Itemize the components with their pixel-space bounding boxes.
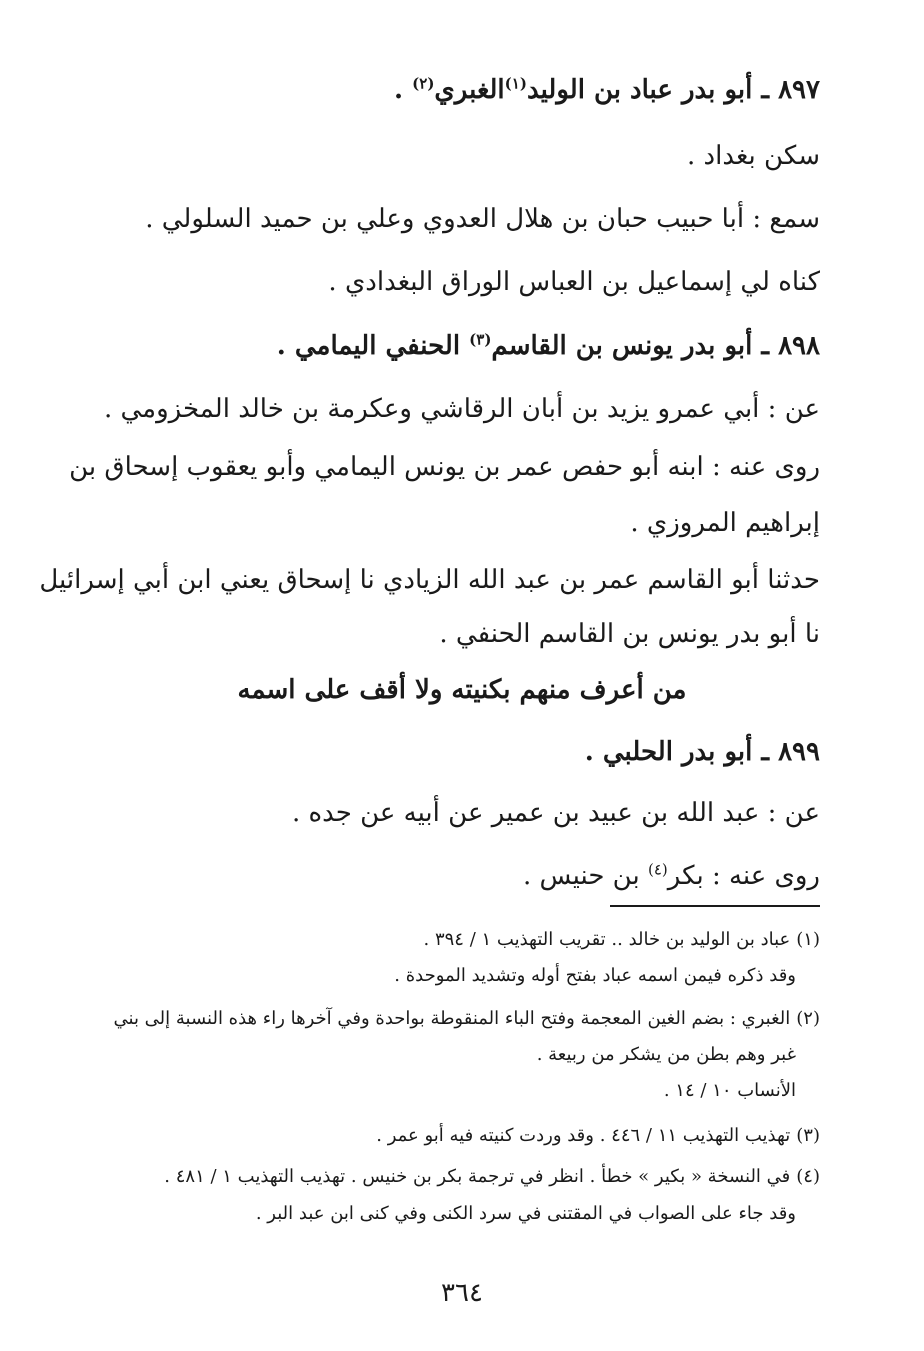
footnote-4: (٤)في النسخة « بكير » خطأ . انظر في ترجمة بكر بن خنيس . تهذيب التهذيب ١ / ٤٨١ . — [164, 1166, 820, 1187]
entry-name: أبو بدر الحلبي — [602, 737, 753, 767]
footnote-1-continued: وقد ذكره فيمن اسمه عباد بفتح أوله وتشديد الموحدة . — [394, 965, 796, 986]
footnote-1: (١)عباد بن الوليد بن خالد .. تقريب التهذيب ١ / ٣٩٤ . — [423, 929, 820, 950]
entry-heading-899: ٨٩٩ ـ أبو بدر الحلبي . — [584, 737, 820, 767]
entry-nisba: الغبري — [434, 75, 505, 105]
entry-line: نا أبو بدر يونس بن القاسم الحنفي . — [439, 619, 820, 649]
footnote-3: (٣)تهذيب التهذيب ١١ / ٤٤٦ . وقد وردت كنيته فيه أبو عمر . — [376, 1125, 820, 1146]
entry-nisba: الحنفي اليمامي — [294, 331, 461, 361]
entry-name: أبو بدر يونس بن القاسم — [491, 331, 753, 361]
entry-line: كناه لي إسماعيل بن العباس الوراق البغدادي . — [328, 267, 820, 297]
entry-line: سمع : أبا حبيب حبان بن هلال العدوي وعلي بن حميد السلولي . — [145, 204, 820, 234]
footnote-2-continued: غبر وهم بطن من يشكر من ربيعة . — [536, 1044, 796, 1065]
footnote-2: (٢)الغبري : بضم الغين المعجمة وفتح الباء المنقوطة بواحدة وفي آخرها راء هذه النسبة إلى بني — [113, 1008, 820, 1029]
entry-line: عن : أبي عمرو يزيد بن أبان الرقاشي وعكرمة بن خالد المخزومي . — [103, 394, 820, 424]
entry-line: عن : عبد الله بن عبيد بن عمير عن أبيه عن جده . — [291, 798, 820, 828]
entry-heading-897: ٨٩٧ ـ أبو بدر عباد بن الوليد$^{(١)}$الغبري$^{(٢)}$ . — [394, 74, 820, 105]
footnote-ref[interactable]: (٤) — [647, 860, 668, 879]
entry-line: روى عنه : بكر$^{(٤)}$ بن حنيس . — [522, 860, 820, 891]
footnote-ref[interactable]: (١) — [504, 74, 527, 93]
footnote-ref[interactable]: (٢) — [412, 74, 435, 93]
footnote-4-continued: وقد جاء على الصواب في المقتنى في سرد الكنى وفي كنى ابن عبد البر . — [255, 1203, 796, 1224]
entry-line: روى عنه : ابنه أبو حفص عمر بن يونس اليمامي وأبو يعقوب إسحاق بن — [69, 452, 820, 482]
entry-line: سكن بغداد . — [687, 141, 820, 171]
entry-line: إبراهيم المروزي . — [630, 508, 820, 538]
footnote-ref[interactable]: (٣) — [469, 330, 492, 349]
page-number: ٣٦٤ — [441, 1278, 483, 1308]
entry-number: ٨٩٨ ـ — [761, 331, 820, 361]
entry-number: ٨٩٩ ـ — [761, 737, 820, 767]
entry-line: حدثنا أبو القاسم عمر بن عبد الله الزيادي نا إسحاق يعني ابن أبي إسرائيل — [39, 565, 820, 595]
footnote-2-source: الأنساب ١٠ / ١٤ . — [663, 1080, 796, 1101]
section-title: من أعرف منهم بكنيته ولا أقف على اسمه — [237, 675, 687, 705]
entry-heading-898: ٨٩٨ ـ أبو بدر يونس بن القاسم$^{(٣)}$ الحنفي اليمامي . — [276, 330, 820, 361]
footnote-divider — [610, 905, 820, 907]
entry-name: أبو بدر عباد بن الوليد — [526, 75, 753, 105]
entry-number: ٨٩٧ ـ — [761, 75, 820, 105]
